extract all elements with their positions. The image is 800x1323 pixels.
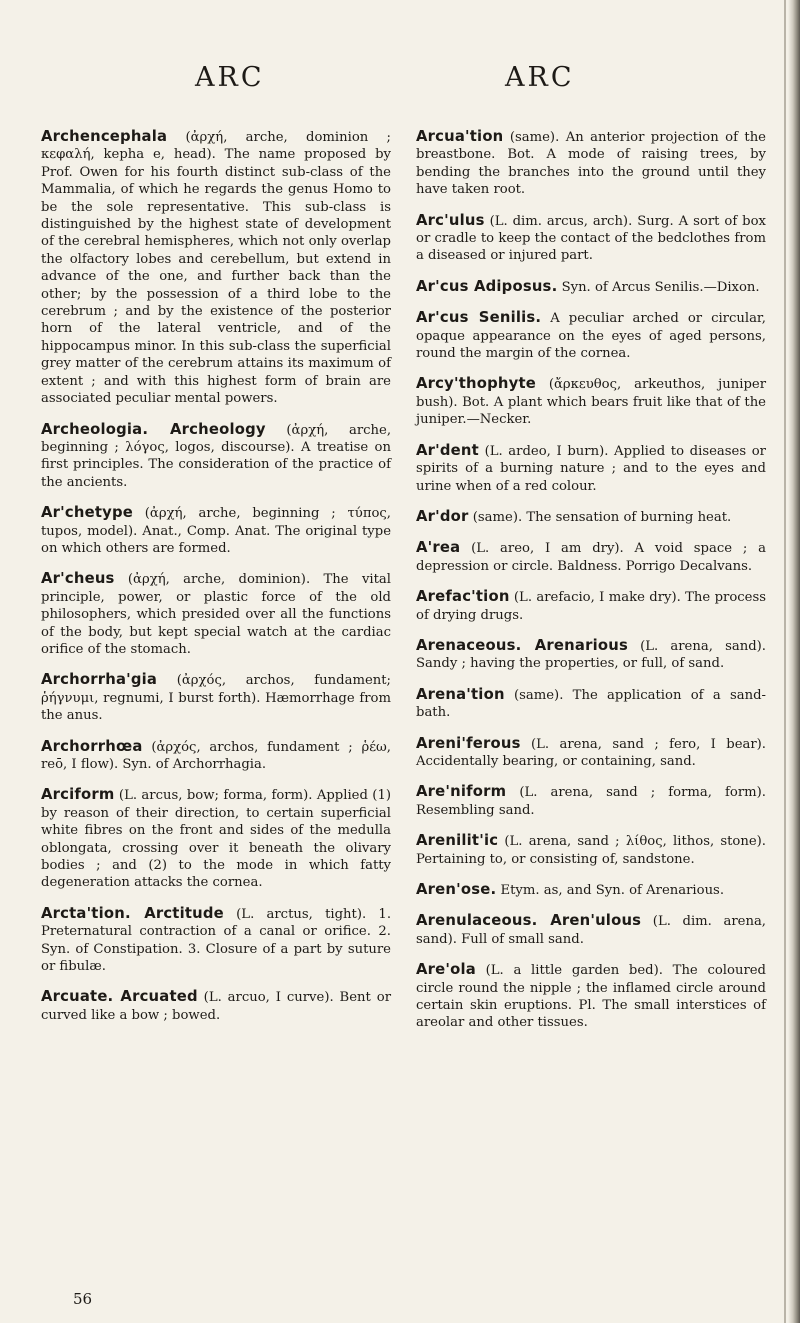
entry-headword: Arcy'thophyte [416, 375, 536, 393]
entry-definition: (same). The application of a sand-bath. [416, 687, 766, 721]
entry-definition: (same). An anterior projection of the breastbone. Bot. A mode of raising trees, by bending the branches into the ground until they have taken root. [416, 130, 766, 198]
dictionary-entry [416, 375, 766, 428]
entry-definition: (L. areo, I am dry). A void space ; a depression or circle. Baldness. Porrigo Decalvans. [416, 541, 766, 574]
entry-headword: Ar'dor [416, 507, 469, 525]
header-left: ARC [195, 62, 265, 93]
dictionary-entry [416, 783, 766, 819]
entry-headword: Arcua'tion [416, 128, 504, 145]
entry-headword: Arenaceous. Arenarious [416, 636, 628, 654]
entry-headword: Arcta'tion. Arctitude [41, 904, 224, 922]
entry-headword: Arcuate. Arcuated [41, 988, 198, 1006]
dictionary-entry [416, 961, 766, 1032]
entry-headword: Arenulaceous. Aren'ulous [416, 912, 642, 930]
dictionary-entry [416, 832, 766, 868]
entry-definition: (L. arena, sand ; fero, I bear). Accidentally bearing, or containing, sand. [416, 736, 766, 769]
dictionary-entry [416, 637, 766, 673]
page-number: 56 [73, 1290, 93, 1308]
dictionary-entry [416, 686, 766, 722]
entry-headword: Arenilit'ic [416, 832, 499, 850]
entry-headword: Archencephala [41, 128, 168, 145]
entry-definition: A peculiar arched or circular, opaque appearance on the eyes of aged persons, round the margin of the cornea. [416, 311, 766, 362]
entry-definition: (L. arcus, bow; forma, form). Applied (1) by reason of their direction, to certain superficial white fibres on the front and sides of the medulla oblongata, crossing over it beneath the olivary bodies ; and (2) to the mode in which fatty degeneration attacks the cornea. [41, 788, 391, 891]
dictionary-entry [41, 421, 391, 492]
dictionary-entry [41, 504, 391, 557]
entry-headword: Aren'ose. [416, 881, 497, 898]
entry-headword: Are'niform [416, 783, 507, 801]
dictionary-entry [416, 588, 766, 624]
entry-headword: Archorrha'gia [41, 671, 158, 689]
entry-definition: Etym. as, and Syn. of Arenarious. [496, 883, 725, 898]
entry-definition: (L. ardeo, I burn). Applied to diseases or spirits of a burning nature ; and to the eyes and urine when of a red colour. [416, 443, 766, 494]
dictionary-entry [416, 508, 766, 526]
entry-headword: Ar'cheus [41, 570, 115, 588]
binding-shadow-line [784, 0, 786, 1323]
entry-definition: (ἀρχή, arche, beginning ; λόγος, logos, discourse). A treatise on first principles. The consideration of the practice of the ancients. [41, 422, 392, 490]
entry-definition: (L. a little garden bed). The coloured circle round the nipple ; the inflamed circle around certain skin eruptions. Pl. The small interstices of areolar and other tissues. [416, 963, 766, 1031]
entry-definition: (L. arena, sand ; λίθος, lithos, stone). Pertaining to, or consisting of, sandstone. [416, 834, 766, 867]
dictionary-entry [416, 539, 766, 575]
entry-headword: Archeologia. Archeology [41, 420, 266, 438]
entry-definition: (ἀρχή, arche, dominion). The vital principle, power, or plastic force of the old philosophers, which presided over all the functions of the body, but kept special watch at the cardiac orifice of the stomach. [41, 572, 391, 657]
dictionary-entry [416, 309, 766, 362]
entry-definition: (ἀρχός, archos, fundament; ῥήγνυμι, regnumi, I burst forth). Hæmorrhage from the anus. [41, 673, 391, 724]
header-right: ARC [505, 62, 575, 93]
dictionary-entry [416, 912, 766, 948]
entry-definition: (L. arefacio, I make dry). The process of drying drugs. [416, 590, 766, 623]
dictionary-entry [41, 570, 391, 658]
entry-definition: (L. arctus, tight). 1. Preternatural contraction of a canal or orifice. 2. Syn. of Constipation. 3. Closure of a part by suture or fibulæ. [41, 906, 392, 975]
dictionary-entry [416, 735, 766, 771]
entry-definition: (L. dim. arcus, arch). Surg. A sort of box or cradle to keep the contact of the bedclothes from a diseased or injured part. [416, 213, 766, 264]
entry-headword: Ar'cus Senilis. [416, 309, 542, 327]
entry-headword: Arciform [41, 786, 115, 804]
dictionary-entry [41, 128, 391, 408]
dictionary-entry [416, 128, 766, 199]
entry-definition: Syn. of Arcus Senilis.—Dixon. [557, 279, 760, 295]
dictionary-entry [41, 905, 391, 976]
dictionary-entry [41, 786, 391, 891]
entry-definition: (ἄρκευθος, arkeuthos, juniper bush). Bot. A plant which bears fruit like that of the juniper.—Necker. [416, 377, 766, 428]
dictionary-entry [416, 881, 766, 899]
dictionary-entry [416, 212, 766, 265]
page-edge-shadow [788, 0, 800, 1323]
entry-definition: (L. arcuo, I curve). Bent or curved like a bow ; bowed. [41, 990, 391, 1023]
entry-definition: (ἀρχή, arche, dominion ; κεφαλή, kepha e, head). The name proposed by Prof. Owen for his fourth distinct sub-class of the Mammalia, of which he regards the genus Homo to be the sole representative. This sub-class is distinguished by the highest state of development of the cerebral hemispheres, which not only overlap the olfactory lobes and cerebellum, but extend in advance of the one, and further back than the other; by the possession of a third lobe to the cerebrum ; and by the existence of the posterior horn of the lateral ventricle, and of the hippocampus minor. In this sub-class the superficial grey matter of the cerebrum attains its maximum of extent ; and with this highest form of brain are associated peculiar mental powers. [41, 130, 391, 407]
entry-definition: (L. arena, sand ; forma, form). Resembling sand. [416, 785, 766, 818]
dictionary-entry [416, 278, 766, 296]
dictionary-entry [41, 988, 391, 1024]
entry-headword: Ar'dent [416, 441, 479, 459]
entry-definition: (ἀρχός, archos, fundament ; ῥέω, reō, I flow). Syn. of Archorrhagia. [41, 739, 391, 772]
dictionary-entry [41, 671, 391, 724]
entry-headword: A'rea [416, 539, 461, 557]
running-header [0, 62, 800, 98]
entry-headword: Arena'tion [416, 685, 505, 703]
left-column [41, 128, 391, 1037]
entry-headword: Ar'cus Adiposus. [416, 277, 558, 295]
entry-definition: (ἀρχή, arche, beginning ; τύπος, tupos, model). Anat., Comp. Anat. The original type on which others are formed. [41, 506, 391, 556]
right-column [416, 128, 766, 1045]
entry-definition: (L. arena, sand). Sandy ; having the properties, or full, of sand. [416, 638, 766, 672]
entry-headword: Ar'chetype [41, 504, 133, 522]
entry-definition: (L. dim. arena, sand). Full of small sand. [416, 914, 766, 947]
dictionary-entry [41, 738, 391, 774]
entry-headword: Arc'ulus [416, 211, 485, 229]
entry-headword: Are'ola [416, 961, 476, 979]
entry-definition: (same). The sensation of burning heat. [468, 509, 732, 525]
entry-headword: Areni'ferous [416, 734, 521, 752]
entry-headword: Archorrhœa [41, 737, 143, 755]
dictionary-entry [416, 442, 766, 495]
entry-headword: Arefac'tion [416, 588, 510, 606]
